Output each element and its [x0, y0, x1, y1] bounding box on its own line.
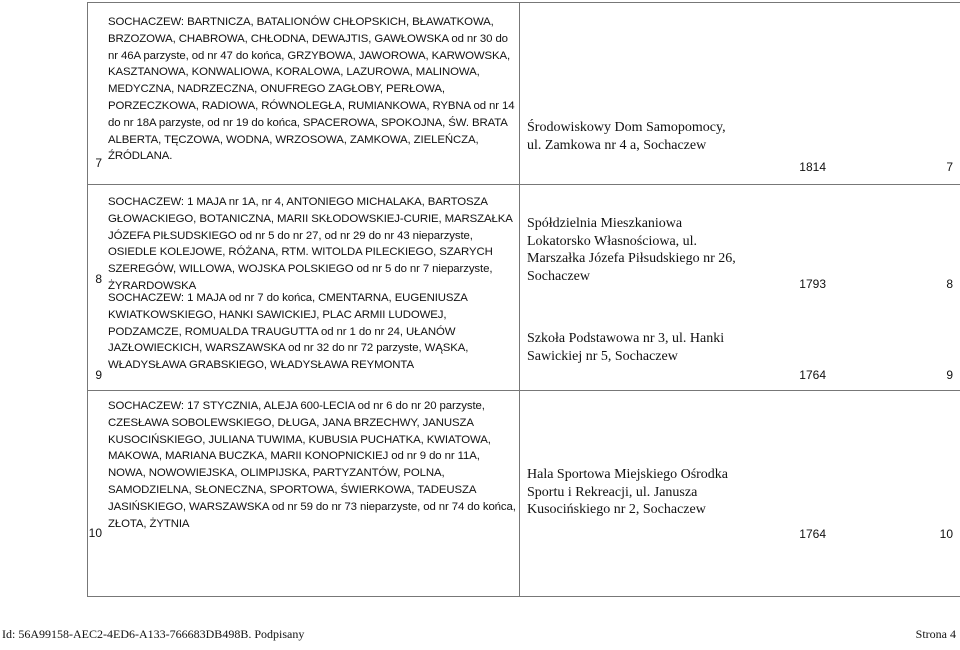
- document-id-footer: Id: 56A99158-AEC2-4ED6-A133-766683DB498B. Podpisany: [2, 627, 305, 641]
- table-row-divider: [87, 390, 960, 391]
- voters-count: 1764: [799, 527, 826, 541]
- polling-place: Szkoła Podstawowa nr 3, ul. Hanki Sawickiej nr 5, Sochaczew: [527, 331, 725, 364]
- row-number: 8: [95, 272, 102, 286]
- polling-place: Hala Sportowa Miejskiego Ośrodka Sportu i Rekreacji, ul. Janusza Kusocińskiego nr 2, Sochaczew: [527, 467, 729, 518]
- address-cell: [108, 194, 518, 295]
- table-column-divider: [519, 2, 520, 596]
- row-number-right: 8: [946, 277, 953, 291]
- row-number: 10: [88, 526, 102, 540]
- voters-count: 1764: [799, 368, 826, 382]
- page-number: Strona 4: [915, 627, 956, 641]
- row-number-right: 7: [946, 160, 953, 174]
- table-border-top: [87, 2, 960, 3]
- address-text: SOCHACZEW: BARTNICZA, BATALIONÓW CHŁOPSKICH, BŁAWATKOWA, BRZOZOWA, CHABROWA, CHŁODNA, DEWAJTIS, GAWŁOWSKA od nr 30 do nr 46A parzyste, od nr 47 do końca, GRZYBOWA, JAWOROWA, KARWOWSKA, KASZTANOWA, KONWALIOWA, KORALOWA, LAZUROWA, MALINOWA, MEDYCZNA, NADRZECZNA, ONUFREGO ZAGŁOBY, PERŁOWA, PORZECZKOWA, RADIOWA, RÓWNOLEGŁA, RUMIANKOWA, RYBNA od nr 14 do nr 18A parzyste, od nr 19 do końca, SPACEROWA, SPOKOJNA, ŚW. BRATA ALBERTA, TĘCZOWA, WODNA, WRZOSOWA, ZAMKOWA, ZIELEŃCZA, ŹRÓDLANA.: [108, 16, 515, 163]
- polling-place: Spółdzielnia Mieszkaniowa Lokatorsko Własnościowa, ul. Marszałka Józefa Piłsudskiego nr 26, Sochaczew: [527, 216, 736, 284]
- row-number: 7: [95, 156, 102, 170]
- voters-count: 1814: [799, 160, 826, 174]
- polling-place: Środowiskowy Dom Samopomocy, ul. Zamkowa nr 4 a, Sochaczew: [527, 120, 726, 153]
- address-text: SOCHACZEW: 1 MAJA nr 1A, nr 4, ANTONIEGO MICHALAKA, BARTOSZA GŁOWACKIEGO, BOTANICZNA, MARII SKŁODOWSKIEJ-CURIE, MARSZAŁKA JÓZEFA PIŁSUDSKIEGO od nr 5 do nr 27, od nr 29 do nr 43 nieparzyste, OSIEDLE KOLEJOWE, RÓŻANA, RTM. WITOLDA PILECKIEGO, SZARYCH SZEREGÓW, WILLOWA, WOJSKA POLSKIEGO od nr 5 do nr 7 nieparzyste, ŻYRARDOWSKA: [108, 196, 513, 292]
- voters-count: 1793: [799, 277, 826, 291]
- table-row-divider: [87, 184, 960, 185]
- address-cell: [108, 398, 518, 532]
- row-number: 9: [95, 368, 102, 382]
- address-text: SOCHACZEW: 1 MAJA od nr 7 do końca, CMENTARNA, EUGENIUSZA KWIATKOWSKIEGO, HANKI SAWICKIEJ, PLAC ARMII LUDOWEJ, PODZAMCZE, ROMUALDA TRAUGUTTA od nr 1 do nr 24, UŁANÓW JAZŁOWIECKICH, WARSZAWSKA od nr 32 do nr 72 parzyste, WĄSKA, WŁADYSŁAWA GRABSKIEGO, WŁADYSŁAWA REYMONTA: [108, 292, 469, 372]
- row-number-right: 10: [939, 527, 953, 541]
- row-number-right: 9: [946, 368, 953, 382]
- table-border-left: [87, 2, 88, 596]
- address-cell: [108, 14, 518, 165]
- address-cell: [108, 290, 518, 374]
- address-text: SOCHACZEW: 17 STYCZNIA, ALEJA 600-LECIA od nr 6 do nr 20 parzyste, CZESŁAWA SOBOLEWSKIEGO, DŁUGA, JANA BRZECHWY, JANUSZA KUSOCIŃSKIEGO, JULIANA TUWIMA, KUBUSIA PUCHATKA, KWIATOWA, MAKOWA, MARIANA BUCZKA, MARII KONOPNICKIEJ od nr 9 do nr 11A, NOWA, NOWOWIEJSKA, OLIMPIJSKA, PARTYZANTÓW, POLNA, SAMODZIELNA, SŁONECZNA, SPORTOWA, ŚWIERKOWA, TADEUSZA JASIŃSKIEGO, WARSZAWSKA od nr 59 do nr 73 nieparzyste, od nr 74 do końca, ZŁOTA, ŻYTNIA: [108, 400, 516, 530]
- table-border-bottom: [87, 596, 960, 597]
